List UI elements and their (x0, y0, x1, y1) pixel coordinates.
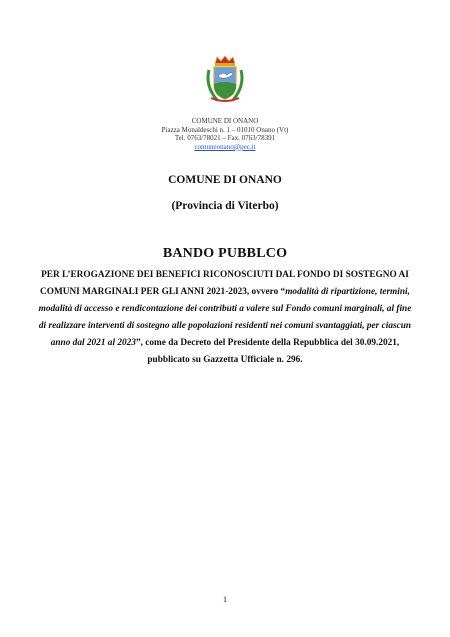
body-line-3: modalità di accesso e rendicontazione dei contributi a valere sul Fondo comuni marginali, al fine (38, 304, 412, 315)
municipal-crest-icon (203, 54, 247, 104)
letterhead-phone: Tel. 0763/78021 – Fax. 0763/78391 (174, 134, 276, 143)
letterhead (0, 117, 450, 151)
body-line-1: PER L’EROGAZIONE DEI BENEFICI RICONOSCIUTI DAL FONDO DI SOSTEGNO AI (41, 270, 409, 280)
body-line-5a: anno dal 2021 al 2023 (50, 338, 136, 349)
letterhead-org: COMUNE DI ONANO (191, 117, 259, 125)
body-line-5 (30, 335, 420, 352)
body-line-4: di realizzare interventi di sostegno alle popolazioni residenti nei comuni svantaggiati, per ciascun (38, 321, 412, 332)
bando-title: BANDO PUBBLCO (162, 246, 288, 261)
letterhead-email-link[interactable]: comuneonano@pec.it (194, 142, 256, 151)
province-heading: (Provincia di Viterbo) (171, 200, 279, 212)
municipality-heading: COMUNE DI ONANO (168, 174, 282, 186)
body-line-6: pubblicato su Gazzetta Ufficiale n. 296. (147, 355, 303, 366)
body-line-2 (30, 284, 420, 301)
body-line-2b: modalità di ripartizione, termini, (285, 287, 410, 298)
bando-description (30, 267, 420, 370)
body-line-2a: COMUNI MARGINALI PER GLI ANNI 2021-2023, ovvero “ (40, 287, 286, 298)
page-number: 1 (223, 595, 227, 604)
letterhead-address: Piazza Monaldeschi n. 1 – 01010 Onano (Vt) (161, 125, 289, 134)
body-line-5b: ”, come da Decreto del Presidente della Repubblica del 30.09.2021, (135, 338, 400, 349)
